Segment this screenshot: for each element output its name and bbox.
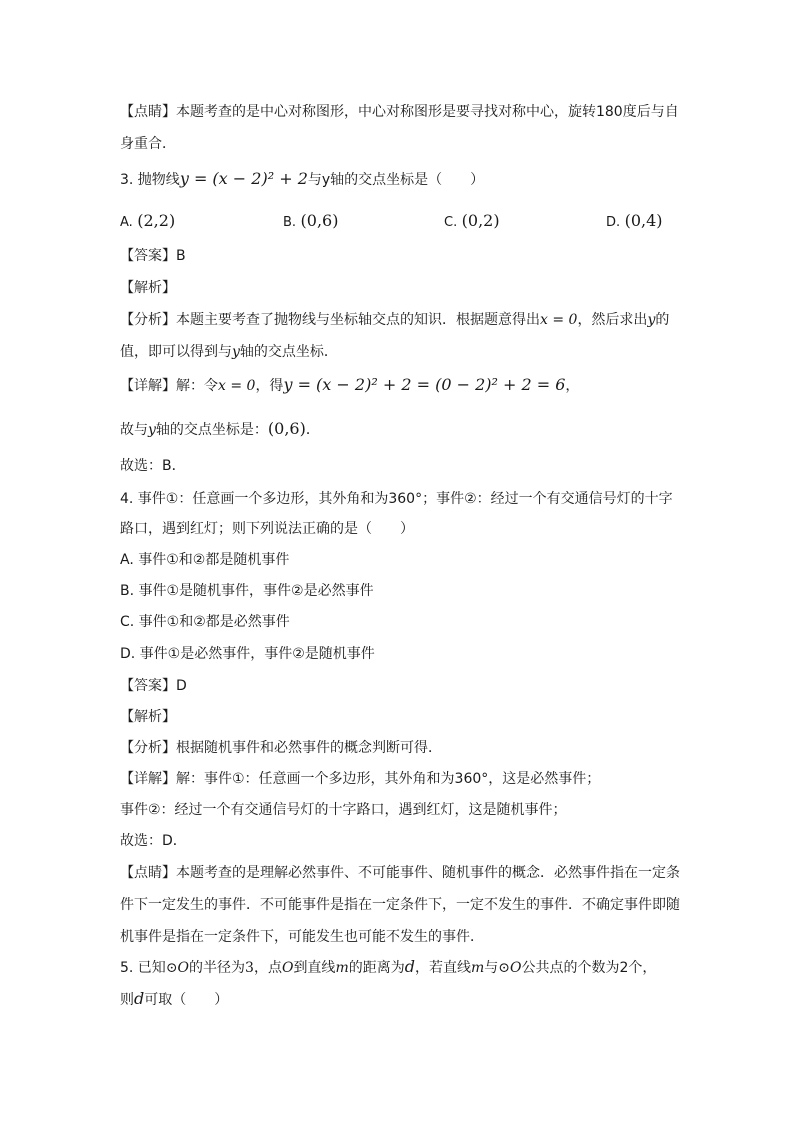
q5-text-a: 5. 已知 (120, 960, 166, 976)
calculation: y = (x − 2)² + 2 = (0 − 2)² + 2 = 6 (283, 375, 566, 394)
question-4-option-b: B. 事件①是随机事件，事件②是必然事件 (120, 583, 374, 599)
point-o: O (281, 960, 294, 976)
question-3-guxuan: 故选：B． (120, 458, 186, 474)
question-4-dianjing-line3: 机事件是指在一定条件下，可能发生也可能不发生的事件． (120, 929, 484, 945)
dianjing-paragraph-line2: 身重合． (120, 136, 176, 152)
line-m: m (470, 960, 485, 976)
parabola-equation: y = (x − 2)² + 2 (179, 169, 308, 188)
radius-value: 3 (245, 960, 254, 976)
option-c-label: C. (444, 215, 458, 230)
question-3-suffix: 与y轴的交点坐标是（ ） (307, 172, 485, 188)
question-4-xiangjie-line1: 【详解】解：事件①：任意画一个多边形，其外角和为360°，这是必然事件； (120, 771, 601, 787)
q5-l2-text-a: 则 (120, 992, 134, 1008)
question-4-option-a: A. 事件①和②都是随机事件 (120, 552, 290, 568)
dianjing-paragraph-line1: 【点睛】本题考查的是中心对称图形，中心对称图形是要寻找对称中心，旋转180度后与自 (120, 104, 679, 120)
distance-d: d (404, 957, 415, 976)
fenxi2-text-a: 值，即可以得到与 (120, 344, 232, 360)
question-4-stem-line2: 路口，遇到红灯；则下列说法正确的是（ ） (120, 521, 414, 537)
q5-text-d: 到直线 (293, 960, 336, 976)
question-4-xiangjie-line2: 事件②：经过一个有交通信号灯的十字路口，遇到红灯，这是随机事件； (120, 802, 567, 818)
circle-o: ⊙O (165, 960, 190, 976)
q5-text-e: 的距离为 (348, 960, 405, 976)
xiangjie-text-a: 【详解】解：令 (120, 378, 218, 394)
question-3-answer: 【答案】B (120, 248, 186, 264)
question-4-option-c: C. 事件①和②都是必然事件 (120, 614, 290, 630)
option-b-value: (0,6) (300, 211, 339, 230)
question-4-dianjing-line2: 件下一定发生的事件．不可能事件是指在一定条件下，一定不发生的事件．不确定事件即随 (120, 897, 680, 913)
option-a-label: A. (120, 215, 133, 230)
var-y: y (647, 312, 656, 328)
distance-d: d (134, 989, 145, 1008)
question-3-prefix: 3. 抛物线 (120, 172, 180, 188)
option-d-value: (0,4) (624, 211, 663, 230)
q5-text-b: 的半径为 (189, 960, 246, 976)
option-c-value: (0,2) (461, 211, 500, 230)
question-4-answer: 【答案】D (120, 678, 187, 694)
question-3-fenxi-line2 (120, 341, 338, 363)
question-4-option-d: D. 事件①是必然事件，事件②是随机事件 (120, 646, 375, 662)
fenxi-text-a: 【分析】本题主要考查了抛物线与坐标轴交点的知识．根据题意得出 (120, 312, 540, 328)
option-b-label: B. (283, 215, 297, 230)
xiangjie-text-b: ，得 (255, 378, 284, 394)
result-text-a: 故与 (120, 422, 148, 438)
result-text-c: ． (305, 422, 320, 438)
q5-l2-text-b: 可取（ ） (144, 992, 229, 1008)
question-4-dianjing-line1: 【点睛】本题考查的是理解必然事件、不可能事件、随机事件的概念．必然事件指在一定条 (120, 865, 680, 881)
x-equals-zero: x = 0 (218, 378, 256, 394)
option-d-label: D. (606, 215, 621, 230)
result-point: (0,6) (267, 419, 306, 438)
fenxi-text-c: 的 (655, 312, 670, 328)
question-3-jiexi: 【解析】 (120, 280, 176, 296)
q5-text-f: ，若直线 (414, 960, 471, 976)
question-5-stem-line1 (120, 956, 656, 979)
var-y: y (232, 344, 240, 360)
question-3-result (120, 418, 320, 441)
var-y: y (148, 422, 156, 438)
question-3-fenxi-line1 (120, 309, 669, 331)
option-a-value: (2,2) (137, 211, 176, 230)
fenxi2-text-b: 轴的交点坐标． (239, 344, 338, 360)
question-4-guxuan: 故选：D． (120, 833, 187, 849)
option-c (444, 210, 500, 234)
question-4-stem-line1: 4. 事件①：任意画一个多边形，其外角和为360°；事件②：经过一个有交通信号灯的十字 (120, 491, 673, 507)
q5-text-h: 公共点的个数为2个， (521, 960, 657, 976)
q5-text-c: ，点 (253, 960, 282, 976)
question-3-xiangjie: 【详解】解：令x = 0，得y = (x − 2)² + 2 = (0 − 2)² + 2 = 6， (120, 375, 580, 394)
question-3-stem (120, 168, 484, 191)
circle-o: ⊙O (498, 960, 522, 976)
fenxi-text-b: ，然后求出 (577, 312, 648, 328)
option-a (120, 210, 175, 234)
question-5-stem-line2 (120, 988, 228, 1011)
q5-text-g: 与 (484, 960, 499, 976)
x-equals-zero: x = 0 (540, 312, 578, 328)
question-4-jiexi: 【解析】 (120, 709, 176, 725)
option-b (283, 210, 338, 234)
result-text-b: 轴的交点坐标是： (155, 422, 268, 438)
line-m: m (335, 960, 349, 976)
option-d (606, 210, 663, 234)
question-4-fenxi: 【分析】根据随机事件和必然事件的概念判断可得． (120, 740, 442, 756)
